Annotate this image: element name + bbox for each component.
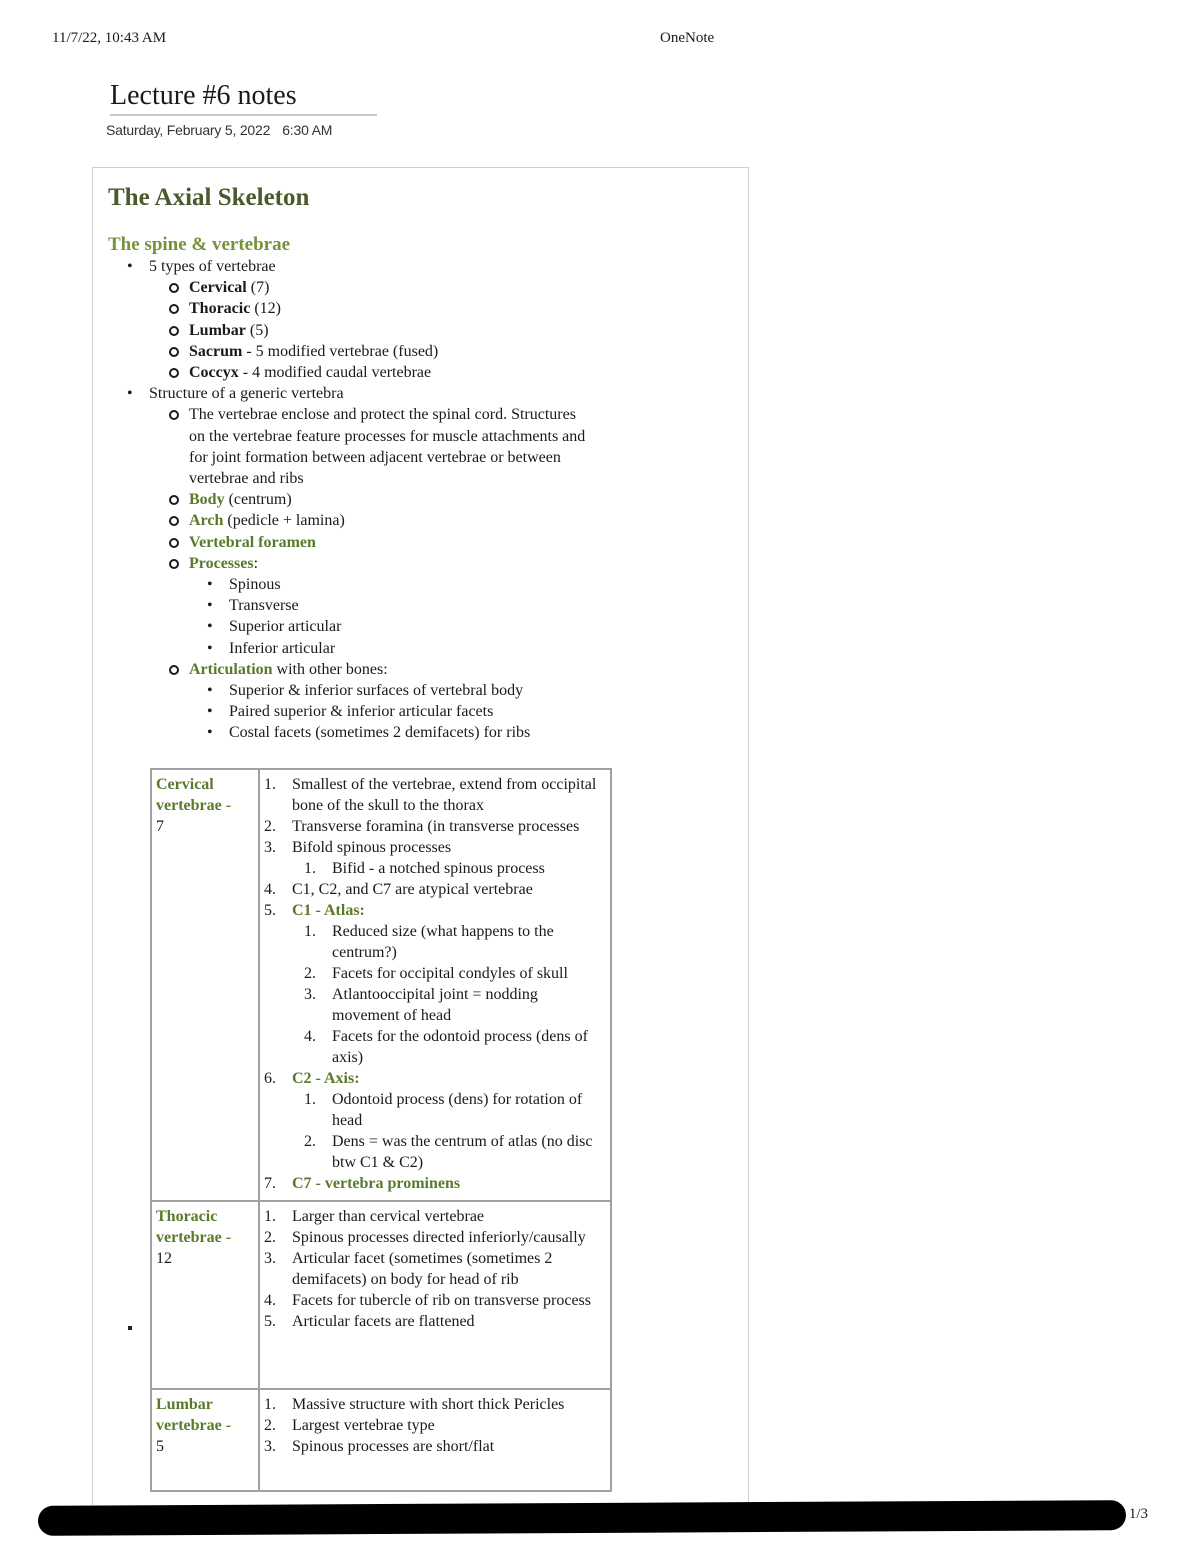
list-item: • Transverse <box>207 595 693 616</box>
list-item <box>127 383 693 743</box>
list-item: Thoracic (12) <box>167 298 693 319</box>
list-item: • Spinous <box>207 574 693 595</box>
page-number: 1/3 <box>1128 1506 1148 1522</box>
page-title[interactable]: Lecture #6 notes <box>110 78 377 116</box>
list-item: Articulation with other bones: • Superior & inferior surfaces of vertebral body • Paired superior & inferior articular facets • Costal facets (sometimes 2 demifacets) for ribs <box>167 659 693 744</box>
list-item: Lumbar (5) <box>167 320 693 341</box>
vertebrae-table[interactable] <box>150 768 612 1492</box>
list-item: The vertebrae enclose and protect the spinal cord. Structures on the vertebrae feature processes for muscle attachments and for joint formation between adjacent vertebrae or between vertebrae and ribs <box>167 404 693 489</box>
note-subheading: The spine & vertebrae <box>108 234 291 255</box>
page-time: 6:30 AM <box>282 122 333 138</box>
list-item: Coccyx - 4 modified caudal vertebrae <box>167 362 693 383</box>
table-row <box>151 769 611 1201</box>
bullet-marker <box>128 1326 132 1330</box>
types-list <box>149 277 693 383</box>
list-item: • Superior articular <box>207 616 693 637</box>
articulation-list <box>189 680 693 744</box>
redaction-bar <box>38 1500 1126 1536</box>
table-row <box>151 1201 611 1389</box>
page-date: Saturday, February 5, 2022 <box>106 122 271 138</box>
list-item: Body (centrum) <box>167 489 693 510</box>
list-item: • Superior & inferior surfaces of vertebral body <box>207 680 693 701</box>
types-intro: 5 types of vertebrae <box>149 258 276 275</box>
table-cell-details: 1. Smallest of the vertebrae, extend from occipital bone of the skull to the thorax 2. Transverse foramina (in transverse processes 3. Bifold spinous processes 1. Bifid - a notched spinous process 4. C1, C2, and C7 are atypical vertebrae 5. C1 - Atlas: 1. Reduced size (what happens to the centrum?) 2. Facets for occipital condyles of skull 3. Atlantooccipital joint = nodding movement of head 4. Facets for the odontoid process (dens of axis) 6. C2 - Axis: 1. Odontoid process (dens) for rotation of head 2. Dens = was the centrum of atlas (no disc btw C1 & C2) 7. C7 - vertebra prominens <box>259 769 611 1201</box>
list-item: Cervical (7) <box>167 277 693 298</box>
table-row <box>151 1389 611 1491</box>
note-content <box>93 256 693 744</box>
outline-list <box>93 256 693 744</box>
table-cell-label: Cervical vertebrae - 7 <box>151 769 259 1201</box>
table-cell-label: Thoracic vertebrae - 12 <box>151 1201 259 1389</box>
list-item: • Inferior articular <box>207 638 693 659</box>
table-cell-details: 1. Massive structure with short thick Pericles 2. Largest vertebrae type 3. Spinous processes are short/flat <box>259 1389 611 1491</box>
table-cell-label: Lumbar vertebrae - 5 <box>151 1389 259 1491</box>
table-cell-details: 1. Larger than cervical vertebrae 2. Spinous processes directed inferiorly/causally 3. Articular facet (sometimes (sometimes 2 demifacets) on body for head of rib 4. Facets for tubercle of rib on transverse process 5. Articular facets are flattened <box>259 1201 611 1389</box>
structure-list <box>149 404 693 743</box>
note-container[interactable] <box>92 167 749 1512</box>
list-item: Processes: • Spinous • Transverse • Superior articular • Inferior articular <box>167 553 693 659</box>
list-item: Arch (pedicle + lamina) <box>167 510 693 531</box>
print-datetime: 11/7/22, 10:43 AM <box>52 30 167 46</box>
list-item: • Paired superior & inferior articular facets <box>207 701 693 722</box>
note-heading: The Axial Skeleton <box>108 184 310 211</box>
structure-intro: Structure of a generic vertebra <box>149 385 344 403</box>
list-item: Vertebral foramen <box>167 532 693 553</box>
page-meta <box>106 122 332 138</box>
list-item <box>127 256 693 383</box>
list-item: • Costal facets (sometimes 2 demifacets) for ribs <box>207 722 693 743</box>
list-item: Sacrum - 5 modified vertebrae (fused) <box>167 341 693 362</box>
process-list <box>189 574 693 659</box>
print-app-name: OneNote <box>660 30 715 46</box>
